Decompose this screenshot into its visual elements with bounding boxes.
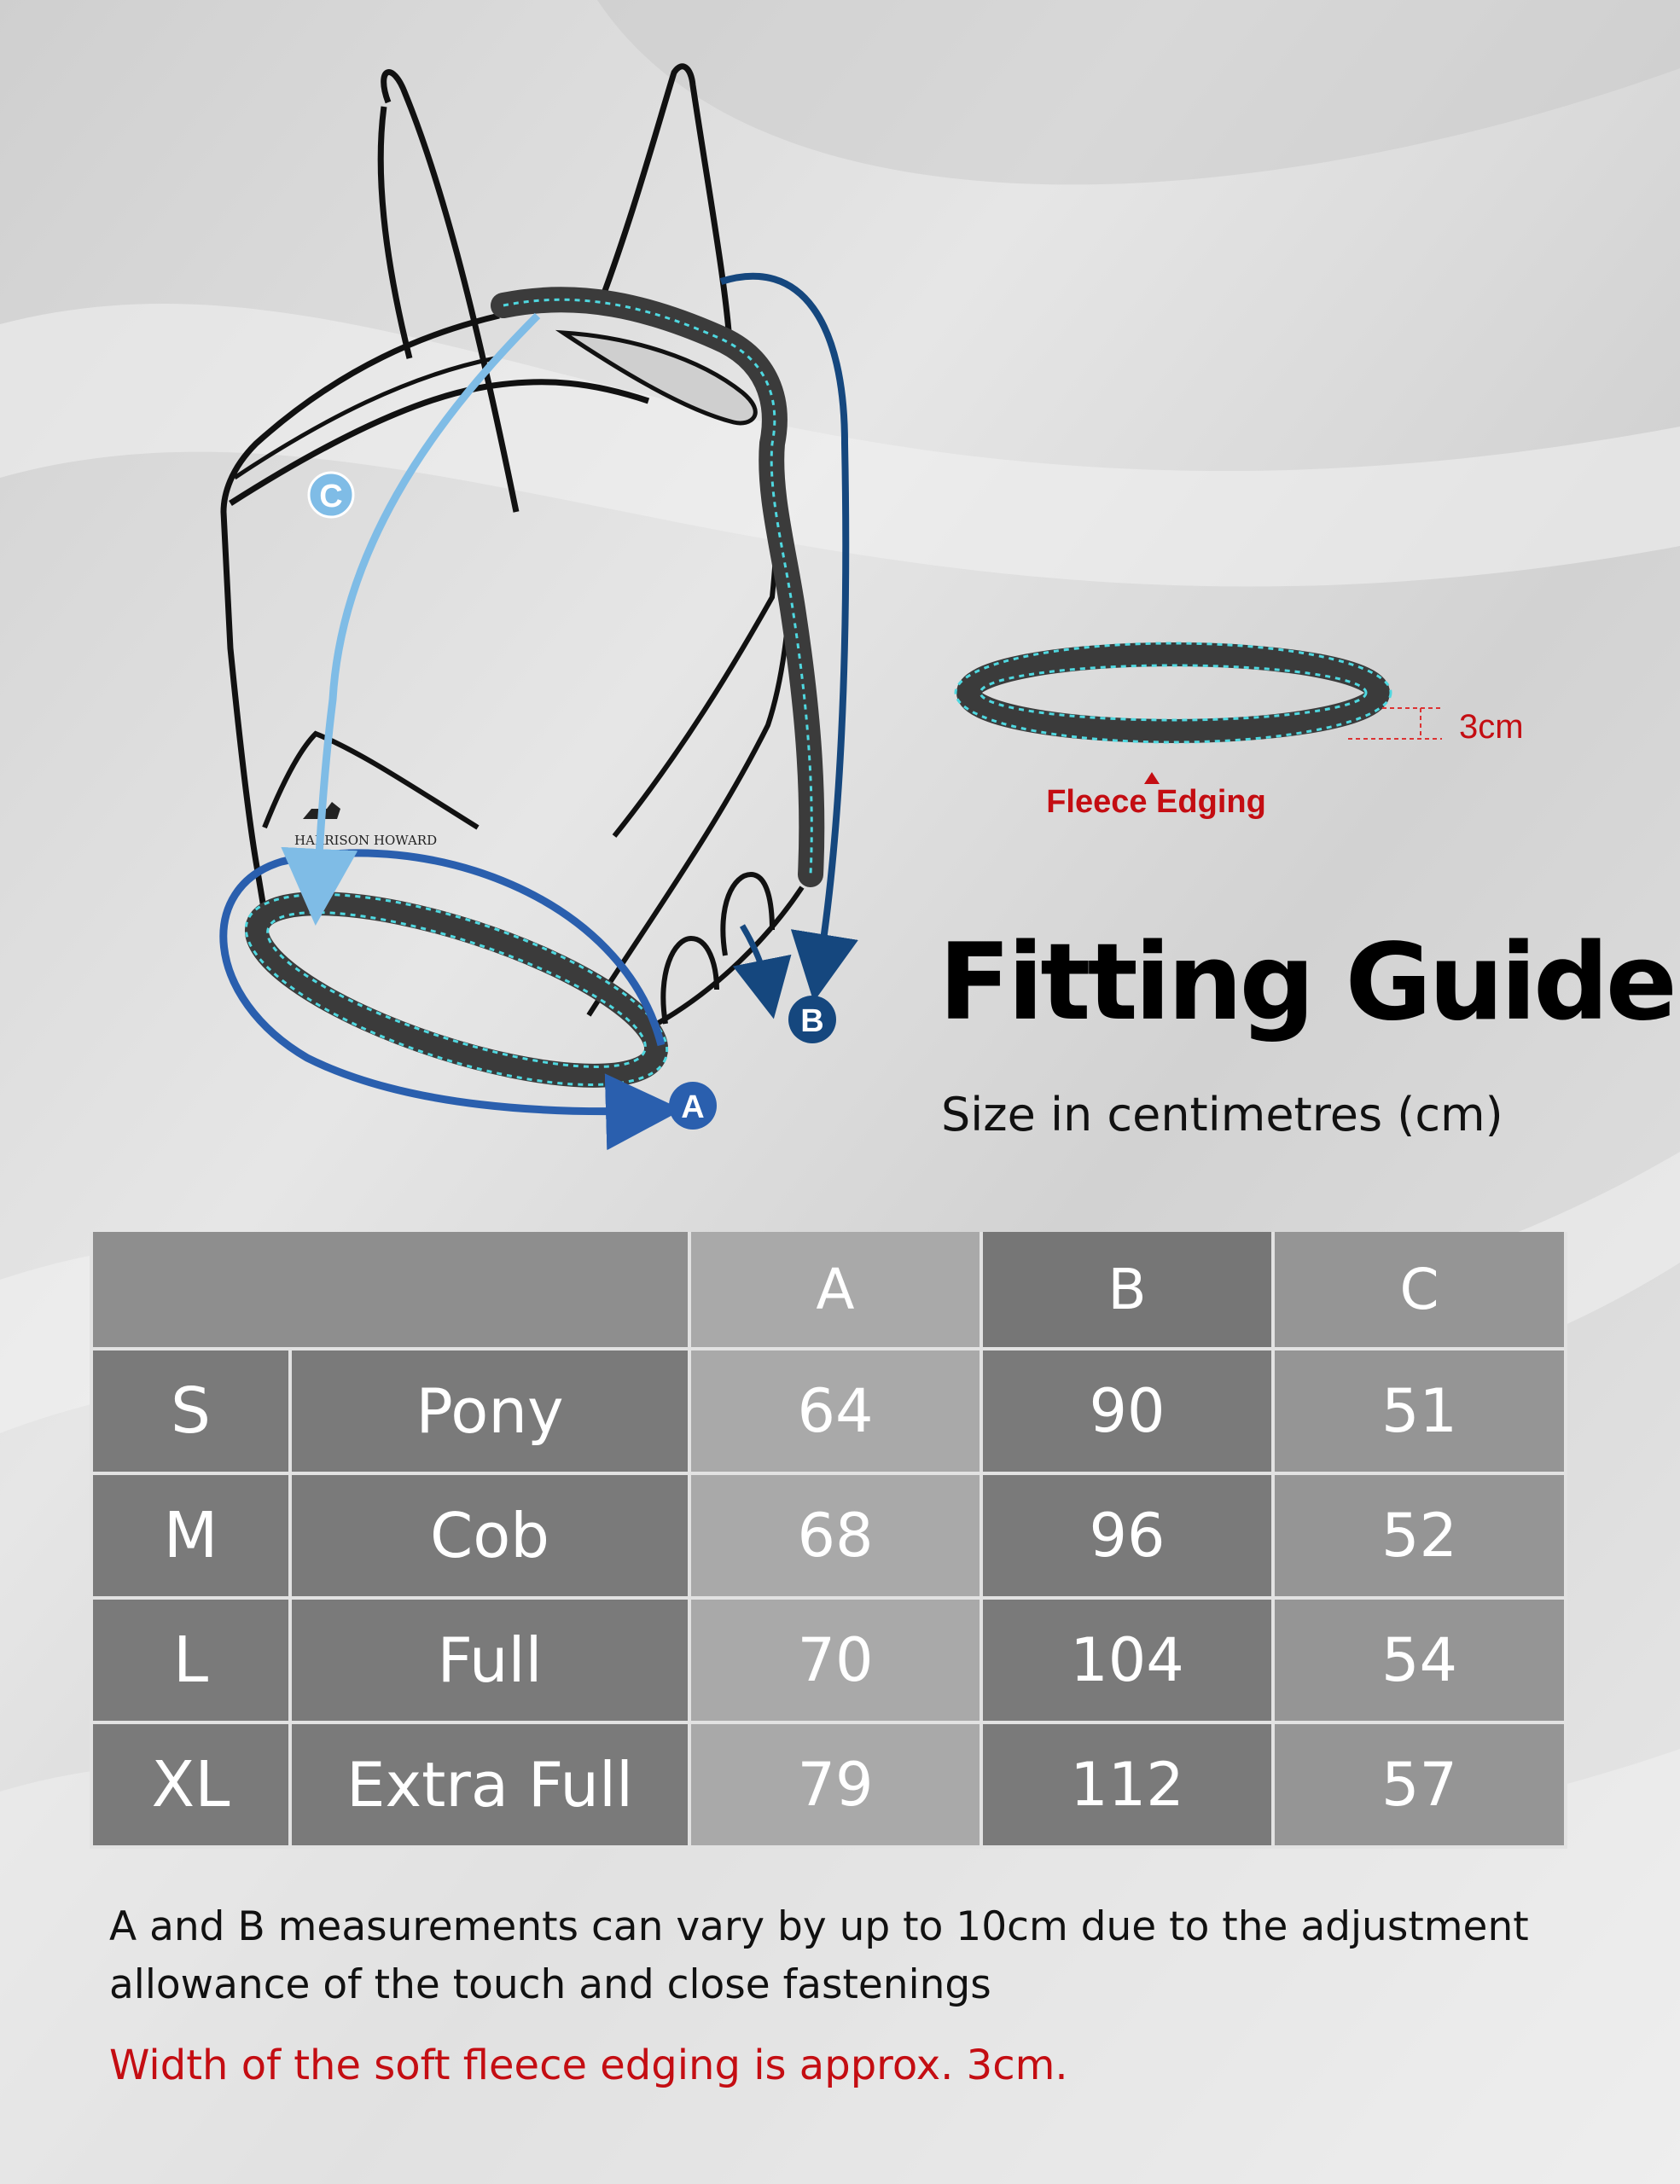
- measure-a-value: 70: [689, 1598, 981, 1722]
- measure-c-value: 52: [1273, 1473, 1566, 1598]
- page-subtitle: Size in centimetres (cm): [941, 1088, 1503, 1141]
- size-code: XL: [91, 1722, 290, 1847]
- table-header-blank: [91, 1232, 689, 1349]
- measure-b-value: 90: [981, 1349, 1273, 1473]
- size-code: L: [91, 1598, 290, 1722]
- size-code: S: [91, 1349, 290, 1473]
- left-ear-inner: [381, 107, 410, 358]
- adjustment-note: A and B measurements can vary by up to 10cm due to the adjustment allowance of the touch and close fastenings: [109, 1903, 1529, 2008]
- mask-cheek-line: [614, 461, 781, 836]
- measure-b-value: 104: [981, 1598, 1273, 1722]
- size-name: Extra Full: [290, 1722, 689, 1847]
- svg-text:B: B: [800, 1003, 824, 1039]
- table-row: [91, 1598, 1566, 1722]
- measure-c-value: 57: [1273, 1722, 1566, 1847]
- size-table: [90, 1232, 1567, 1849]
- page-title: Fitting Guide: [939, 921, 1674, 1044]
- svg-text:A: A: [681, 1089, 705, 1125]
- size-code: M: [91, 1473, 290, 1598]
- table-row: [91, 1473, 1566, 1598]
- measure-a-value: 68: [689, 1473, 981, 1598]
- fleece-width-note: Width of the soft fleece edging is approx. 3cm.: [109, 2042, 1068, 2089]
- marker-a: [669, 1082, 717, 1130]
- size-name: Full: [290, 1598, 689, 1722]
- mask-strap-loop-2: [723, 874, 772, 956]
- brand-logo: [294, 802, 437, 848]
- mask-cheek-line-2: [589, 555, 793, 1015]
- size-name: Cob: [290, 1473, 689, 1598]
- mask-strap-loop-1: [663, 938, 717, 1024]
- table-header-row: [91, 1232, 1566, 1349]
- measure-c-value: 54: [1273, 1598, 1566, 1722]
- measure-b-value: 96: [981, 1473, 1273, 1598]
- table-row: [91, 1722, 1566, 1847]
- marker-b: [788, 996, 836, 1043]
- edging-width-label: 3cm: [1459, 708, 1524, 746]
- table-row: [91, 1349, 1566, 1473]
- column-header-a: A: [689, 1232, 981, 1349]
- edging-caption: Fleece Edging: [1046, 784, 1266, 820]
- left-ear-outline: [384, 73, 516, 512]
- nose-fleece-edging: [239, 868, 673, 1112]
- mask-jaw-line: [657, 887, 802, 1024]
- edging-pointer: [1144, 772, 1160, 784]
- mask-face-seam: [264, 734, 478, 828]
- measure-a-value: 64: [689, 1349, 981, 1473]
- fleece-edging-sample: [956, 643, 1524, 820]
- measure-a-value: 79: [689, 1722, 981, 1847]
- mask-brow-band-2: [235, 358, 495, 478]
- column-header-c: C: [1273, 1232, 1566, 1349]
- size-name: Pony: [290, 1349, 689, 1473]
- measure-b-value: 112: [981, 1722, 1273, 1847]
- svg-text:C: C: [319, 479, 343, 514]
- svg-text:HARRISON HOWARD: HARRISON HOWARD: [294, 833, 438, 848]
- measure-c-value: 51: [1273, 1349, 1566, 1473]
- marker-c: [309, 473, 353, 517]
- column-header-b: B: [981, 1232, 1273, 1349]
